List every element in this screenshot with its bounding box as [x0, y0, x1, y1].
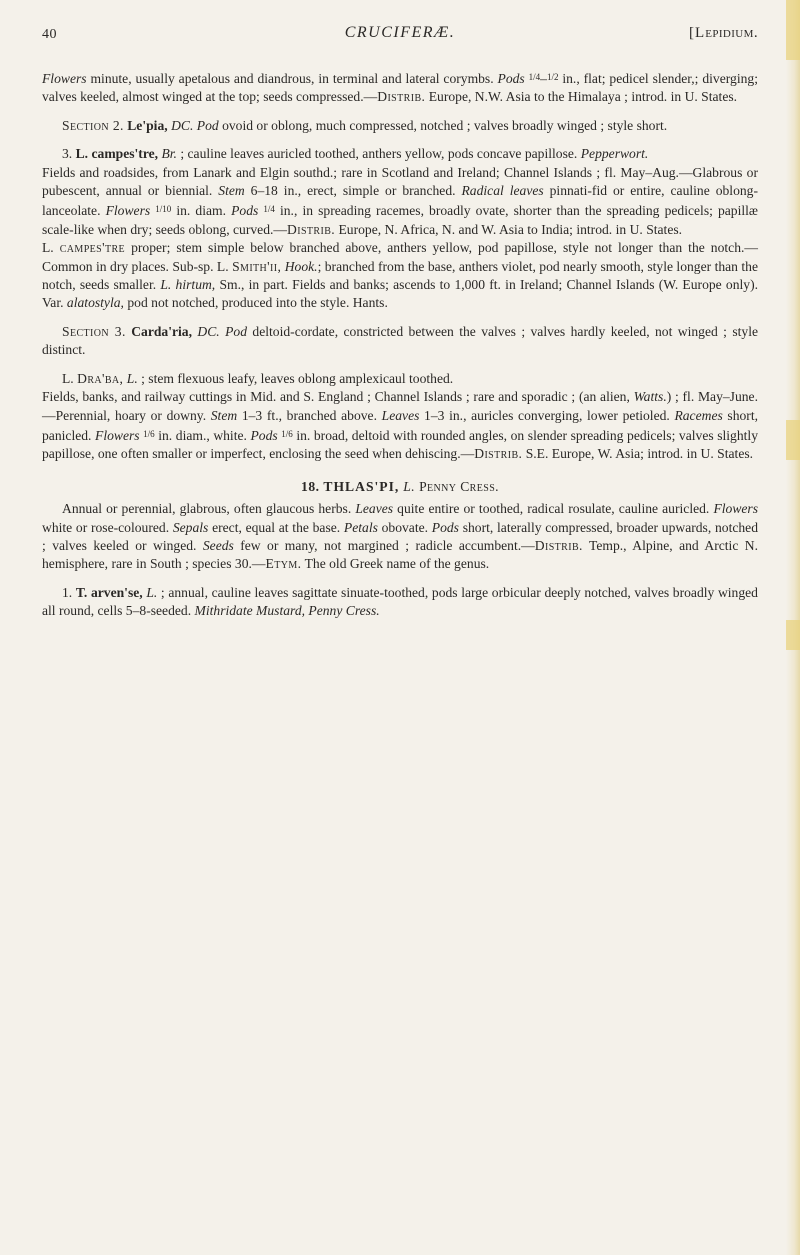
section-3: Section 3. Carda'ria, DC. Pod deltoid-cordate, constricted between the valves ; valves hardly keeled, not winged ; style distinct. — [42, 323, 759, 358]
species-draba-description: Fields, banks, and railway cuttings in Mid. and S. England ; Channel Islands ; rare and sporadic ; (an alien, Watts.) ; fl. May–June.—Perennial, hoary or downy. Stem 1–3 ft., branched above. Leaves 1–3 in., auricles converging, lower petioled. Racemes short, panicled. Flowers $^{1/6}$ in. diam., white. Pods $^{1/6}$ in. broad, deltoid with rounded angles, on slender spreading pedicels; valves slightly papillose, one often smaller or imperfect, enclosing the seed when dehiscing.—Distrib. S.E. Europe, W. Asia; introd. in U. States. — [42, 389, 759, 462]
genus-thlaspi-description: Annual or perennial, glabrous, often glaucous herbs. Leaves quite entire or toothed, radical rosulate, cauline auricled. Flowers white or rose-coloured. Sepals erect, equal at the base. Petals obovate. Pods short, laterally compressed, broader upwards, notched ; valves keeled or winged. Seeds few or many, not margined ; radicle accumbent.—Distrib. Temp., Alpine, and Arctic N. hemisphere, rare in South ; species 30.—Etym. The old Greek name of the genus. — [42, 501, 759, 572]
genus-heading-thlaspi: 18. THLAS'PI, L. Penny Cress. — [301, 478, 499, 494]
species-arvense: 1. T. arven'se, L. ; annual, cauline leaves sagittate sinuate-toothed, pods large orbicular deeply notched, valves broadly winged all round, cells 5–8-seeded. Mithridate Mustard, Penny Cress. — [42, 584, 758, 619]
species-campestre-description: Fields and roadsides, from Lanark and Elgin southd.; rare in Scotland and Ireland; Channel Islands ; fl. May–Aug.—Glabrous or pubescent, annual or biennial. Stem 6–18 in., erect, simple or branched. Radical leaves pinnati-fid or entire, cauline oblong-lanceolate. Flowers $^{1/10}$ in. diam. Pods $^{1/4}$ in., in spreading racemes, broadly ovate, shorter than the spreading pedicels; papillæ scale-like when dry; seeds oblong, curved.—Distrib. Europe, N. Africa, N. and W. Asia to India; introd. in U. States. — [42, 164, 758, 237]
species-campestre: 3. L. campes'tre, Br. ; cauline leaves auricled toothed, anthers yellow, pods concave papillose. Pepperwort. — [62, 146, 649, 162]
paragraph-flowers: Flowers minute, usually apetalous and diandrous, in terminal and lateral corymbs. Pods $^{1/4}$–$^{1/2}$ in., flat; pedicel slender,; diverging; valves keeled, almost winged at the top; seeds compressed.—Distrib. Europe, N.W. Asia to the Himalaya ; introd. in U. States. — [42, 71, 758, 105]
page-number: 40 — [42, 27, 57, 42]
species-draba: L. Dra'ba, L. ; stem flexuous leafy, leaves oblong amplexicaul toothed. — [62, 370, 454, 386]
running-header — [42, 22, 758, 48]
section-2: Section 2. Le'pia, DC. Pod ovoid or oblong, much compressed, notched ; valves broadly winged ; style short. — [62, 117, 668, 133]
genus-running-title: [Lepidium. — [689, 25, 758, 41]
book-page — [42, 22, 758, 621]
page-edge — [786, 0, 800, 1255]
subspecies-campestre: L. campes'tre proper; stem simple below branched above, anthers yellow, pod papillose, style not longer than the notch.—Common in dry places. Sub-sp. L. Smith'ii, Hook.; branched from the base, anthers violet, pod nearly smooth, style longer than the notch, seeds smaller. L. hirtum, Sm., in part. Fields and banks; ascends to 1,000 ft. in Ireland; Channel Islands (W. Europe only). Var. alatostyla, pod not notched, produced into the style. Hants. — [42, 240, 759, 311]
family-title: CRUCIFERÆ. — [344, 24, 456, 41]
